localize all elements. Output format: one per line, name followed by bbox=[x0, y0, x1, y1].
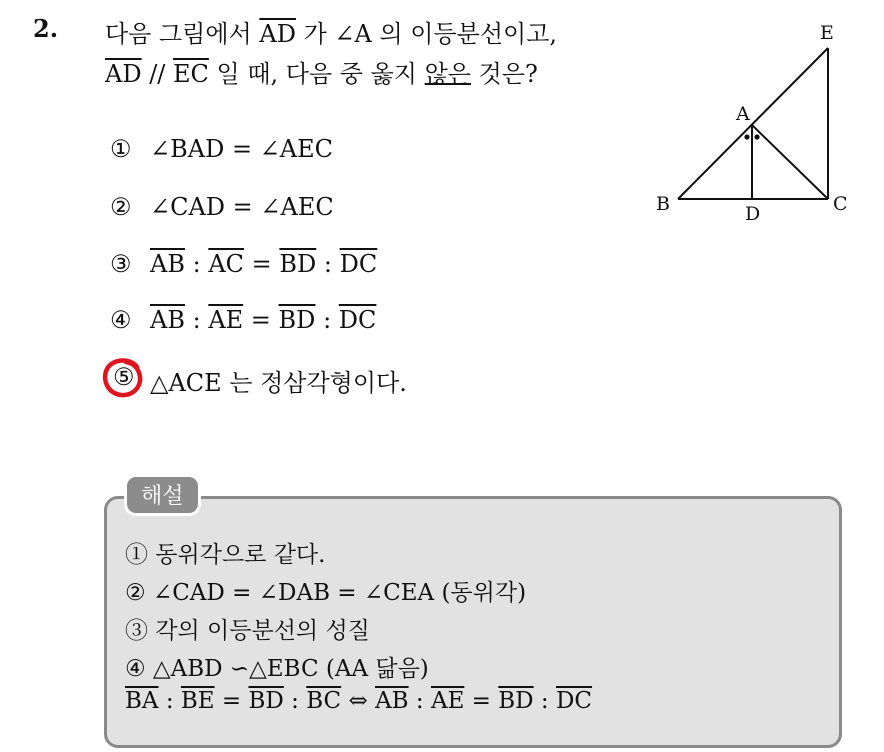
solution-tab: 해설 bbox=[124, 474, 201, 516]
choice-5-number[interactable]: ⑤ bbox=[113, 363, 135, 391]
segment: $\overline{DC}$ bbox=[338, 306, 377, 334]
choice-number: ③ bbox=[110, 250, 132, 278]
segment: $\overline{BE}$ bbox=[180, 688, 215, 714]
colon: : bbox=[533, 688, 556, 714]
solution-line-3: ③ 각의 이등분선의 성질 bbox=[125, 618, 370, 644]
colon: : bbox=[283, 688, 307, 714]
segment: $\overline{AE}$ bbox=[430, 688, 465, 714]
parallel-symbol: // bbox=[141, 60, 174, 88]
segment: $\overline{BD}$ bbox=[279, 250, 317, 278]
choice-text: ∠BAD = ∠AEC bbox=[150, 135, 334, 163]
colon: : bbox=[184, 306, 209, 334]
question-number: 2. bbox=[33, 14, 59, 43]
colon: : bbox=[184, 250, 209, 278]
segment: $\overline{AB}$ bbox=[150, 250, 185, 278]
choice-number: ② bbox=[110, 193, 132, 221]
question-text: 것은? bbox=[470, 60, 538, 88]
colon: : bbox=[315, 306, 339, 334]
segment: $\overline{BD}$ bbox=[278, 306, 316, 334]
equals: = bbox=[243, 306, 279, 334]
segment: $\overline{AB}$ bbox=[150, 306, 185, 334]
label-c: C bbox=[833, 193, 848, 215]
iff-symbol: ⇔ bbox=[341, 688, 376, 714]
question-text: 다음 그림에서 bbox=[105, 20, 260, 48]
solution-line-2: ② ∠CAD = ∠DAB = ∠CEA (동위각) bbox=[125, 580, 527, 606]
solution-line-1: ① 동위각으로 같다. bbox=[125, 542, 326, 568]
choice-2[interactable] bbox=[110, 193, 334, 221]
question-text: 가 ∠A 의 이등분선이고, bbox=[295, 20, 558, 48]
solution-line-5 bbox=[125, 688, 592, 714]
question-text: 일 때, 다음 중 옳지 bbox=[208, 60, 425, 88]
segment: $\overline{BC}$ bbox=[306, 688, 342, 714]
segment: $\overline{DC}$ bbox=[339, 250, 378, 278]
choice-5-text[interactable]: △ACE 는 정삼각형이다. bbox=[150, 369, 407, 397]
segment: $\overline{AE}$ bbox=[208, 306, 244, 334]
solution-line-4: ④ △ABD ∽△EBC (AA 닮음) bbox=[125, 656, 429, 682]
segment: $\overline{BA}$ bbox=[125, 688, 159, 714]
segment-ec: $\overline{EC}$ bbox=[173, 60, 209, 88]
underlined-word: 않은 bbox=[424, 60, 471, 88]
segment: $\overline{AC}$ bbox=[208, 250, 245, 278]
label-d: D bbox=[745, 203, 761, 225]
colon: : bbox=[408, 688, 431, 714]
triangle-figure bbox=[650, 18, 860, 233]
angle-mark-dot bbox=[754, 134, 759, 139]
colon: : bbox=[158, 688, 181, 714]
equals: = bbox=[214, 688, 249, 714]
choice-4[interactable] bbox=[110, 306, 376, 334]
choice-number: ④ bbox=[110, 306, 132, 334]
choice-text: ∠CAD = ∠AEC bbox=[150, 193, 334, 221]
label-b: B bbox=[656, 193, 670, 215]
segment: $\overline{AB}$ bbox=[375, 688, 409, 714]
equals: = bbox=[244, 250, 280, 278]
label-a: A bbox=[736, 103, 750, 125]
choice-number: ① bbox=[110, 135, 132, 163]
question-line-1 bbox=[105, 14, 557, 49]
segment: $\overline{BD}$ bbox=[248, 688, 284, 714]
colon: : bbox=[316, 250, 340, 278]
question-line-2 bbox=[105, 54, 538, 89]
label-e: E bbox=[820, 22, 834, 44]
segment-ad: $\overline{AD}$ bbox=[259, 20, 296, 48]
angle-mark-dot bbox=[744, 134, 749, 139]
choice-1[interactable] bbox=[110, 135, 333, 163]
segment: $\overline{BD}$ bbox=[498, 688, 534, 714]
equals: = bbox=[464, 688, 499, 714]
segment-ad: $\overline{AD}$ bbox=[105, 60, 142, 88]
segment: $\overline{DC}$ bbox=[555, 688, 593, 714]
choice-3[interactable] bbox=[110, 250, 377, 278]
